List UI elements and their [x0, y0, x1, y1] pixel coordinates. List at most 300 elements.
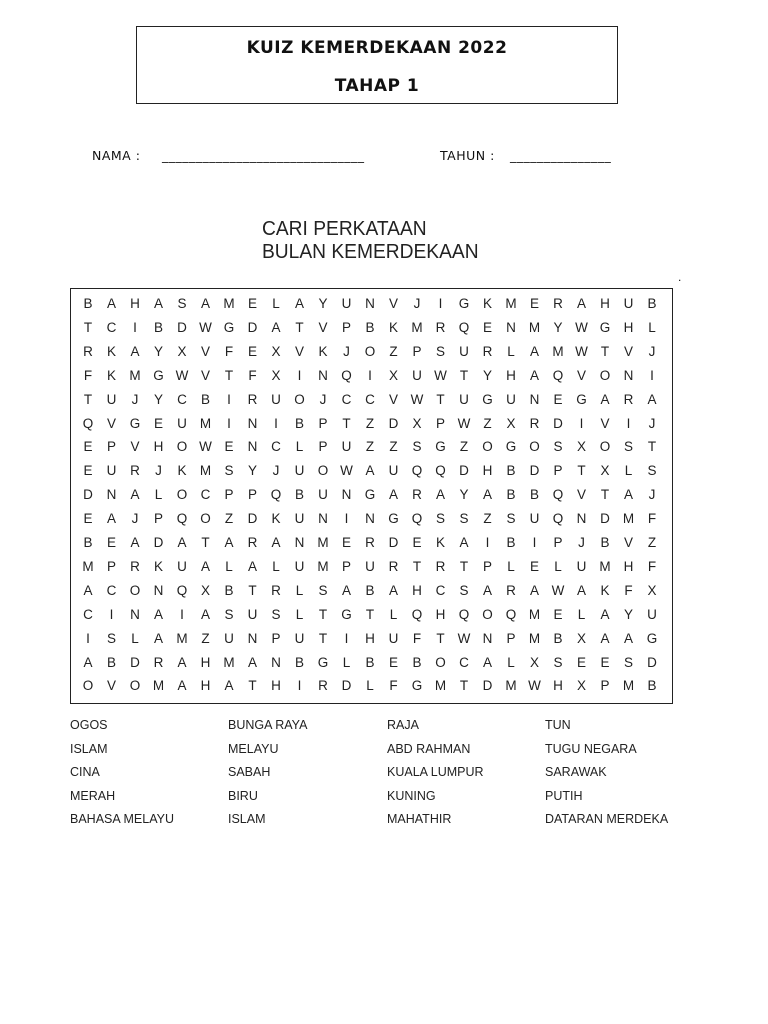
- grid-letter[interactable]: B: [83, 296, 93, 311]
- grid-letter[interactable]: O: [364, 343, 376, 359]
- grid-letter[interactable]: U: [294, 511, 305, 527]
- grid-letter[interactable]: Q: [411, 606, 423, 622]
- grid-letter[interactable]: X: [600, 463, 610, 479]
- grid-letter[interactable]: G: [388, 511, 399, 527]
- grid-letter[interactable]: Y: [553, 319, 563, 335]
- grid-letter[interactable]: T: [201, 535, 210, 550]
- grid-letter[interactable]: Q: [552, 511, 564, 527]
- grid-letter[interactable]: O: [599, 367, 611, 383]
- grid-letter[interactable]: R: [247, 391, 258, 407]
- grid-letter[interactable]: W: [199, 319, 212, 335]
- grid-letter[interactable]: T: [248, 582, 257, 598]
- grid-letter[interactable]: N: [318, 511, 328, 527]
- grid-letter[interactable]: V: [623, 535, 633, 550]
- grid-letter[interactable]: A: [177, 678, 187, 694]
- grid-letter[interactable]: N: [365, 296, 375, 311]
- grid-letter[interactable]: G: [458, 296, 470, 311]
- grid-letter[interactable]: L: [295, 606, 304, 622]
- grid-letter[interactable]: M: [434, 678, 447, 694]
- grid-letter[interactable]: L: [507, 558, 515, 574]
- grid-letter[interactable]: O: [482, 439, 493, 455]
- grid-letter[interactable]: R: [130, 463, 140, 479]
- grid-letter[interactable]: R: [412, 487, 422, 503]
- grid-letter[interactable]: A: [529, 582, 539, 598]
- grid-letter[interactable]: A: [388, 582, 398, 598]
- grid-letter[interactable]: B: [529, 487, 539, 503]
- grid-letter[interactable]: N: [130, 606, 140, 622]
- grid-letter[interactable]: M: [199, 415, 212, 431]
- grid-letter[interactable]: E: [553, 391, 563, 407]
- grid-letter[interactable]: V: [294, 343, 304, 359]
- grid-letter[interactable]: O: [176, 439, 188, 455]
- grid-letter[interactable]: N: [529, 391, 540, 407]
- grid-letter[interactable]: V: [576, 367, 586, 383]
- grid-letter[interactable]: H: [506, 367, 516, 383]
- grid-letter[interactable]: S: [106, 630, 116, 646]
- grid-letter[interactable]: A: [435, 487, 445, 503]
- grid-letter[interactable]: G: [505, 439, 517, 455]
- grid-letter[interactable]: I: [180, 606, 184, 622]
- grid-letter[interactable]: S: [553, 654, 563, 670]
- grid-letter[interactable]: N: [271, 654, 281, 670]
- grid-letter[interactable]: M: [552, 343, 564, 359]
- grid-letter[interactable]: P: [341, 319, 351, 335]
- grid-letter[interactable]: P: [506, 630, 516, 646]
- grid-letter[interactable]: S: [271, 606, 281, 622]
- grid-letter[interactable]: Q: [270, 487, 282, 503]
- grid-letter[interactable]: K: [153, 558, 163, 574]
- grid-letter[interactable]: B: [200, 391, 210, 407]
- grid-letter[interactable]: G: [411, 678, 423, 694]
- grid-letter[interactable]: U: [294, 463, 305, 479]
- grid-letter[interactable]: X: [529, 654, 539, 670]
- grid-letter[interactable]: M: [505, 678, 517, 694]
- grid-letter[interactable]: R: [506, 582, 516, 598]
- grid-letter[interactable]: P: [435, 415, 445, 431]
- grid-letter[interactable]: I: [227, 415, 231, 431]
- grid-letter[interactable]: U: [365, 558, 375, 574]
- grid-letter[interactable]: W: [340, 463, 353, 479]
- grid-letter[interactable]: A: [600, 606, 610, 622]
- grid-letter[interactable]: I: [297, 367, 302, 383]
- grid-letter[interactable]: W: [199, 439, 212, 455]
- grid-letter[interactable]: R: [271, 582, 281, 598]
- grid-letter[interactable]: Y: [623, 606, 633, 622]
- grid-letter[interactable]: D: [553, 415, 563, 431]
- grid-letter[interactable]: Y: [482, 367, 492, 383]
- grid-letter[interactable]: M: [129, 367, 141, 383]
- grid-letter[interactable]: O: [129, 678, 141, 694]
- grid-letter[interactable]: M: [528, 319, 541, 335]
- grid-letter[interactable]: S: [224, 606, 234, 622]
- grid-letter[interactable]: J: [578, 535, 585, 550]
- grid-letter[interactable]: B: [553, 630, 563, 646]
- grid-letter[interactable]: U: [271, 391, 281, 407]
- grid-letter[interactable]: G: [153, 367, 164, 383]
- grid-letter[interactable]: P: [482, 558, 492, 574]
- grid-letter[interactable]: A: [153, 630, 163, 646]
- grid-letter[interactable]: B: [294, 654, 304, 670]
- grid-letter[interactable]: M: [317, 535, 329, 550]
- grid-letter[interactable]: P: [224, 487, 234, 503]
- grid-letter[interactable]: T: [577, 463, 586, 479]
- grid-letter[interactable]: L: [624, 463, 633, 479]
- grid-letter[interactable]: R: [388, 558, 399, 574]
- grid-letter[interactable]: T: [412, 558, 422, 574]
- grid-letter[interactable]: X: [388, 367, 398, 383]
- grid-letter[interactable]: D: [459, 463, 469, 479]
- grid-letter[interactable]: Y: [459, 487, 469, 503]
- grid-letter[interactable]: G: [223, 319, 235, 335]
- grid-letter[interactable]: B: [647, 678, 657, 694]
- grid-letter[interactable]: P: [553, 463, 563, 479]
- grid-letter[interactable]: A: [177, 654, 187, 670]
- grid-letter[interactable]: A: [200, 606, 210, 622]
- grid-letter[interactable]: A: [130, 535, 140, 550]
- grid-letter[interactable]: Q: [411, 511, 423, 527]
- grid-letter[interactable]: T: [83, 391, 93, 407]
- grid-letter[interactable]: A: [623, 630, 633, 646]
- grid-letter[interactable]: E: [482, 319, 492, 335]
- grid-letter[interactable]: O: [435, 654, 446, 670]
- grid-letter[interactable]: K: [177, 463, 187, 479]
- grid-letter[interactable]: A: [247, 558, 257, 574]
- grid-letter[interactable]: G: [364, 487, 376, 503]
- grid-letter[interactable]: T: [318, 606, 328, 622]
- grid-letter[interactable]: S: [177, 296, 187, 311]
- grid-letter[interactable]: A: [341, 582, 351, 598]
- grid-letter[interactable]: L: [507, 654, 515, 670]
- grid-letter[interactable]: T: [436, 391, 445, 407]
- grid-letter[interactable]: Q: [176, 511, 188, 527]
- grid-letter[interactable]: M: [317, 558, 329, 574]
- grid-letter[interactable]: L: [154, 487, 163, 503]
- grid-letter[interactable]: R: [318, 678, 328, 694]
- grid-letter[interactable]: D: [153, 535, 164, 550]
- grid-letter[interactable]: B: [600, 535, 610, 550]
- grid-letter[interactable]: U: [506, 391, 516, 407]
- grid-letter[interactable]: A: [600, 630, 610, 646]
- grid-letter[interactable]: B: [365, 319, 375, 335]
- grid-letter[interactable]: Z: [389, 439, 398, 455]
- grid-letter[interactable]: L: [507, 343, 515, 359]
- grid-letter[interactable]: P: [412, 343, 422, 359]
- grid-letter[interactable]: Q: [552, 367, 564, 383]
- grid-letter[interactable]: O: [529, 439, 540, 455]
- grid-letter[interactable]: V: [388, 391, 398, 407]
- grid-letter[interactable]: O: [294, 391, 305, 407]
- grid-letter[interactable]: L: [225, 558, 233, 574]
- grid-letter[interactable]: A: [529, 367, 539, 383]
- grid-letter[interactable]: E: [576, 654, 586, 670]
- grid-letter[interactable]: J: [648, 343, 656, 359]
- grid-letter[interactable]: N: [341, 487, 352, 503]
- grid-letter[interactable]: N: [247, 439, 258, 455]
- grid-letter[interactable]: P: [600, 678, 610, 694]
- grid-letter[interactable]: T: [459, 367, 469, 383]
- grid-letter[interactable]: U: [294, 558, 305, 574]
- year-field[interactable]: _______________: [510, 148, 612, 163]
- grid-letter[interactable]: P: [318, 415, 328, 431]
- grid-letter[interactable]: E: [83, 511, 93, 527]
- grid-letter[interactable]: A: [200, 558, 210, 574]
- grid-letter[interactable]: X: [412, 415, 422, 431]
- grid-letter[interactable]: L: [295, 439, 304, 455]
- grid-letter[interactable]: W: [457, 415, 471, 431]
- grid-letter[interactable]: L: [389, 606, 398, 622]
- grid-letter[interactable]: U: [647, 606, 657, 622]
- grid-letter[interactable]: Z: [647, 535, 657, 550]
- grid-letter[interactable]: A: [623, 487, 633, 503]
- grid-letter[interactable]: D: [341, 678, 352, 694]
- grid-letter[interactable]: V: [200, 343, 210, 359]
- grid-letter[interactable]: M: [528, 630, 541, 646]
- grid-letter[interactable]: S: [623, 654, 633, 670]
- grid-letter[interactable]: T: [342, 415, 351, 431]
- grid-letter[interactable]: S: [459, 511, 469, 527]
- grid-letter[interactable]: E: [106, 535, 116, 550]
- grid-letter[interactable]: E: [224, 439, 234, 455]
- grid-letter[interactable]: A: [271, 535, 281, 550]
- grid-letter[interactable]: G: [646, 630, 658, 646]
- grid-letter[interactable]: R: [365, 535, 375, 550]
- grid-letter[interactable]: L: [554, 558, 562, 574]
- grid-letter[interactable]: A: [177, 535, 187, 550]
- grid-letter[interactable]: G: [599, 319, 611, 335]
- grid-letter[interactable]: K: [271, 511, 281, 527]
- grid-letter[interactable]: E: [341, 535, 351, 550]
- grid-letter[interactable]: A: [482, 654, 492, 670]
- grid-letter[interactable]: Z: [483, 511, 492, 527]
- grid-letter[interactable]: N: [623, 367, 634, 383]
- grid-letter[interactable]: U: [529, 511, 540, 527]
- grid-letter[interactable]: Z: [201, 630, 210, 646]
- grid-letter[interactable]: N: [106, 487, 117, 503]
- grid-letter[interactable]: U: [224, 630, 234, 646]
- grid-letter[interactable]: N: [294, 535, 305, 550]
- grid-letter[interactable]: D: [647, 654, 657, 670]
- grid-letter[interactable]: M: [82, 558, 94, 574]
- grid-letter[interactable]: A: [83, 654, 93, 670]
- grid-letter[interactable]: S: [623, 439, 633, 455]
- grid-letter[interactable]: F: [647, 511, 657, 527]
- grid-letter[interactable]: W: [575, 319, 588, 335]
- grid-letter[interactable]: R: [247, 535, 258, 550]
- grid-letter[interactable]: R: [83, 343, 93, 359]
- grid-letter[interactable]: H: [271, 678, 281, 694]
- grid-letter[interactable]: X: [200, 582, 210, 598]
- grid-letter[interactable]: F: [624, 582, 633, 598]
- grid-letter[interactable]: Y: [153, 343, 163, 359]
- grid-letter[interactable]: L: [272, 296, 280, 311]
- grid-letter[interactable]: L: [295, 582, 304, 598]
- grid-letter[interactable]: K: [106, 343, 116, 359]
- grid-letter[interactable]: V: [318, 319, 328, 335]
- grid-letter[interactable]: B: [506, 535, 516, 550]
- grid-letter[interactable]: U: [177, 558, 187, 574]
- grid-letter[interactable]: O: [482, 606, 493, 622]
- grid-letter[interactable]: C: [177, 391, 187, 407]
- grid-letter[interactable]: R: [153, 654, 164, 670]
- grid-letter[interactable]: F: [248, 367, 257, 383]
- grid-letter[interactable]: U: [576, 558, 587, 574]
- grid-letter[interactable]: H: [623, 558, 634, 574]
- grid-letter[interactable]: N: [365, 511, 375, 527]
- grid-letter[interactable]: B: [294, 415, 304, 431]
- grid-letter[interactable]: A: [106, 511, 116, 527]
- grid-letter[interactable]: J: [343, 343, 350, 359]
- grid-letter[interactable]: E: [247, 343, 257, 359]
- grid-letter[interactable]: I: [368, 367, 372, 383]
- grid-letter[interactable]: S: [647, 463, 657, 479]
- grid-letter[interactable]: C: [341, 391, 352, 407]
- grid-letter[interactable]: O: [129, 582, 141, 598]
- grid-letter[interactable]: M: [599, 558, 611, 574]
- grid-letter[interactable]: A: [83, 582, 93, 598]
- grid-letter[interactable]: L: [577, 606, 586, 622]
- grid-letter[interactable]: M: [223, 654, 235, 670]
- grid-letter[interactable]: U: [459, 391, 469, 407]
- grid-letter[interactable]: G: [341, 606, 352, 622]
- grid-letter[interactable]: T: [459, 558, 469, 574]
- grid-letter[interactable]: I: [650, 367, 654, 383]
- grid-letter[interactable]: I: [485, 535, 490, 550]
- grid-letter[interactable]: G: [317, 654, 329, 670]
- grid-letter[interactable]: A: [529, 343, 539, 359]
- grid-letter[interactable]: O: [317, 463, 329, 479]
- grid-letter[interactable]: U: [106, 391, 117, 407]
- grid-letter[interactable]: I: [626, 415, 631, 431]
- grid-letter[interactable]: A: [576, 296, 586, 311]
- grid-letter[interactable]: P: [553, 535, 563, 550]
- grid-letter[interactable]: S: [459, 582, 469, 598]
- grid-letter[interactable]: A: [153, 606, 163, 622]
- grid-letter[interactable]: H: [482, 463, 493, 479]
- grid-letter[interactable]: P: [318, 439, 328, 455]
- grid-letter[interactable]: B: [365, 582, 375, 598]
- grid-letter[interactable]: F: [412, 630, 422, 646]
- grid-letter[interactable]: T: [459, 678, 469, 694]
- grid-letter[interactable]: C: [200, 487, 211, 503]
- grid-letter[interactable]: E: [83, 439, 93, 455]
- grid-letter[interactable]: J: [131, 511, 139, 527]
- grid-letter[interactable]: L: [342, 654, 351, 670]
- grid-letter[interactable]: B: [506, 463, 516, 479]
- grid-letter[interactable]: Q: [458, 606, 470, 622]
- grid-letter[interactable]: R: [435, 558, 446, 574]
- grid-letter[interactable]: V: [388, 296, 398, 311]
- grid-letter[interactable]: U: [294, 630, 305, 646]
- grid-letter[interactable]: C: [106, 582, 117, 598]
- grid-letter[interactable]: W: [528, 678, 541, 694]
- grid-letter[interactable]: N: [247, 415, 258, 431]
- grid-letter[interactable]: R: [553, 296, 563, 311]
- grid-letter[interactable]: H: [600, 296, 610, 311]
- grid-letter[interactable]: S: [412, 439, 422, 455]
- grid-letter[interactable]: I: [133, 319, 137, 335]
- grid-letter[interactable]: A: [247, 654, 257, 670]
- grid-letter[interactable]: L: [366, 678, 374, 694]
- grid-letter[interactable]: I: [438, 296, 443, 311]
- grid-letter[interactable]: S: [435, 343, 445, 359]
- grid-letter[interactable]: T: [83, 319, 93, 335]
- grid-letter[interactable]: A: [294, 296, 304, 311]
- grid-letter[interactable]: A: [459, 535, 469, 550]
- grid-letter[interactable]: C: [459, 654, 469, 670]
- grid-letter[interactable]: T: [647, 439, 657, 455]
- grid-letter[interactable]: U: [388, 630, 399, 646]
- grid-letter[interactable]: K: [435, 535, 445, 550]
- grid-letter[interactable]: X: [576, 678, 586, 694]
- grid-letter[interactable]: E: [529, 296, 539, 311]
- grid-letter[interactable]: O: [176, 487, 188, 503]
- grid-letter[interactable]: R: [130, 558, 140, 574]
- grid-letter[interactable]: X: [271, 343, 281, 359]
- grid-letter[interactable]: P: [341, 558, 351, 574]
- grid-letter[interactable]: G: [576, 391, 587, 407]
- grid-letter[interactable]: J: [648, 487, 656, 503]
- grid-letter[interactable]: I: [109, 606, 114, 622]
- grid-letter[interactable]: B: [506, 487, 516, 503]
- grid-letter[interactable]: B: [294, 487, 304, 503]
- grid-letter[interactable]: Z: [365, 439, 375, 455]
- grid-letter[interactable]: M: [528, 606, 541, 622]
- grid-letter[interactable]: P: [153, 511, 163, 527]
- grid-letter[interactable]: Y: [153, 391, 163, 407]
- grid-letter[interactable]: D: [177, 319, 187, 335]
- grid-letter[interactable]: B: [153, 319, 163, 335]
- grid-letter[interactable]: Z: [389, 343, 398, 359]
- grid-letter[interactable]: A: [388, 487, 398, 503]
- grid-letter[interactable]: R: [623, 391, 634, 407]
- grid-letter[interactable]: V: [623, 343, 633, 359]
- grid-letter[interactable]: M: [411, 319, 423, 335]
- grid-letter[interactable]: I: [297, 678, 302, 694]
- grid-letter[interactable]: C: [435, 582, 446, 598]
- grid-letter[interactable]: T: [318, 630, 328, 646]
- grid-letter[interactable]: H: [553, 678, 563, 694]
- grid-letter[interactable]: N: [506, 319, 516, 335]
- grid-letter[interactable]: D: [482, 678, 493, 694]
- grid-letter[interactable]: J: [648, 415, 656, 431]
- grid-letter[interactable]: S: [435, 511, 445, 527]
- grid-letter[interactable]: E: [247, 296, 257, 311]
- grid-letter[interactable]: V: [106, 678, 116, 694]
- grid-letter[interactable]: S: [553, 439, 563, 455]
- grid-letter[interactable]: Q: [341, 367, 352, 383]
- grid-letter[interactable]: R: [482, 343, 493, 359]
- grid-letter[interactable]: N: [576, 511, 587, 527]
- grid-letter[interactable]: L: [272, 558, 280, 574]
- grid-letter[interactable]: B: [224, 582, 234, 598]
- grid-letter[interactable]: D: [388, 535, 399, 550]
- grid-letter[interactable]: P: [271, 630, 281, 646]
- grid-letter[interactable]: I: [532, 535, 537, 550]
- grid-letter[interactable]: D: [388, 415, 399, 431]
- grid-letter[interactable]: U: [341, 296, 352, 311]
- grid-letter[interactable]: X: [576, 630, 586, 646]
- name-field[interactable]: ______________________________: [162, 148, 365, 163]
- grid-letter[interactable]: J: [413, 296, 421, 311]
- grid-letter[interactable]: Z: [483, 415, 492, 431]
- grid-letter[interactable]: X: [647, 582, 657, 598]
- grid-letter[interactable]: O: [599, 439, 611, 455]
- grid-letter[interactable]: E: [529, 558, 539, 574]
- grid-letter[interactable]: A: [482, 582, 492, 598]
- grid-letter[interactable]: K: [318, 343, 328, 359]
- grid-letter[interactable]: H: [365, 630, 375, 646]
- grid-letter[interactable]: W: [434, 367, 447, 383]
